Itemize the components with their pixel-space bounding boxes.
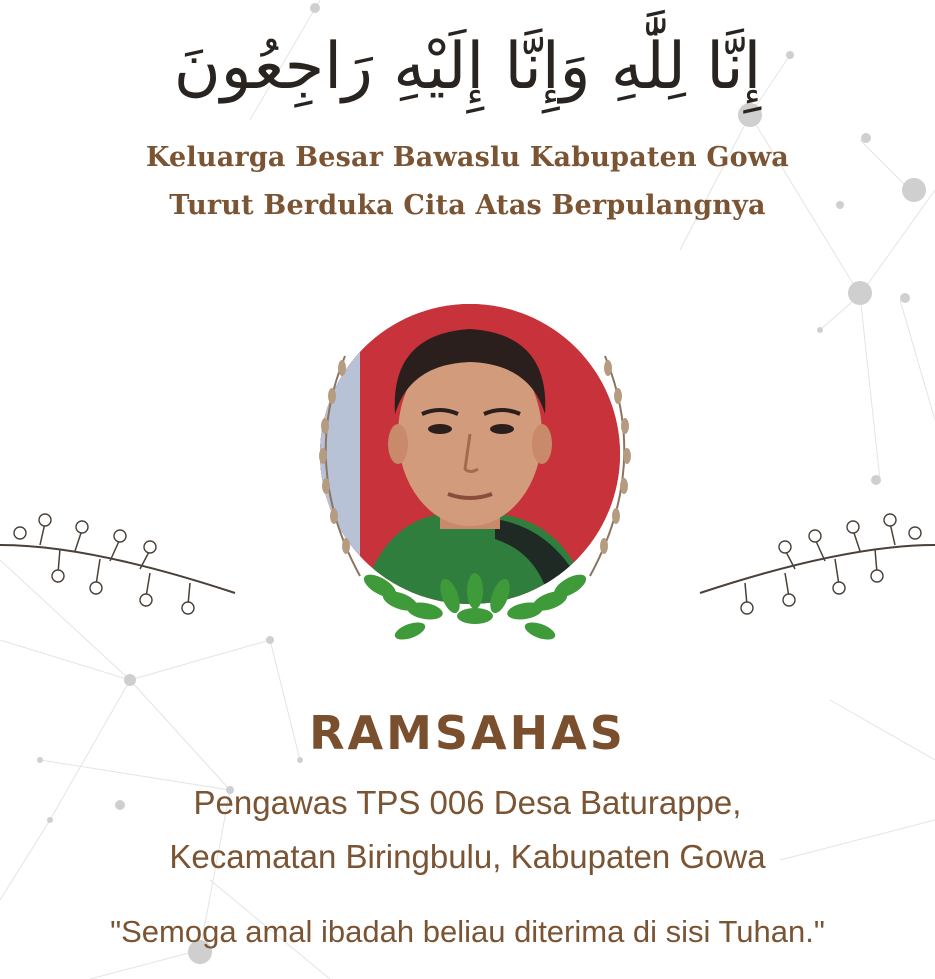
arabic-calligraphy: إِنَّا لِلَّٰهِ وَإِنَّا إِلَيْهِ رَاجِعُونَ: [173, 30, 762, 104]
wreath-icon: [290, 296, 660, 666]
portrait-frame: [290, 296, 660, 666]
floral-branch-icon: [0, 505, 240, 625]
role-line-1: Pengawas TPS 006 Desa Baturappe,: [193, 784, 742, 821]
floral-branch-icon: [695, 505, 935, 625]
prayer-quote: "Semoga amal ibadah beliau diterima di sisi Tuhan.": [110, 914, 825, 949]
header-line-2: Turut Berduka Cita Atas Berpulangnya: [169, 190, 766, 221]
header-line-1: Keluarga Besar Bawaslu Kabupaten Gowa: [145, 142, 790, 173]
role-line-2: Kecamatan Biringbulu, Kabupaten Gowa: [169, 838, 766, 875]
deceased-name: RAMSAHAS: [309, 706, 626, 760]
